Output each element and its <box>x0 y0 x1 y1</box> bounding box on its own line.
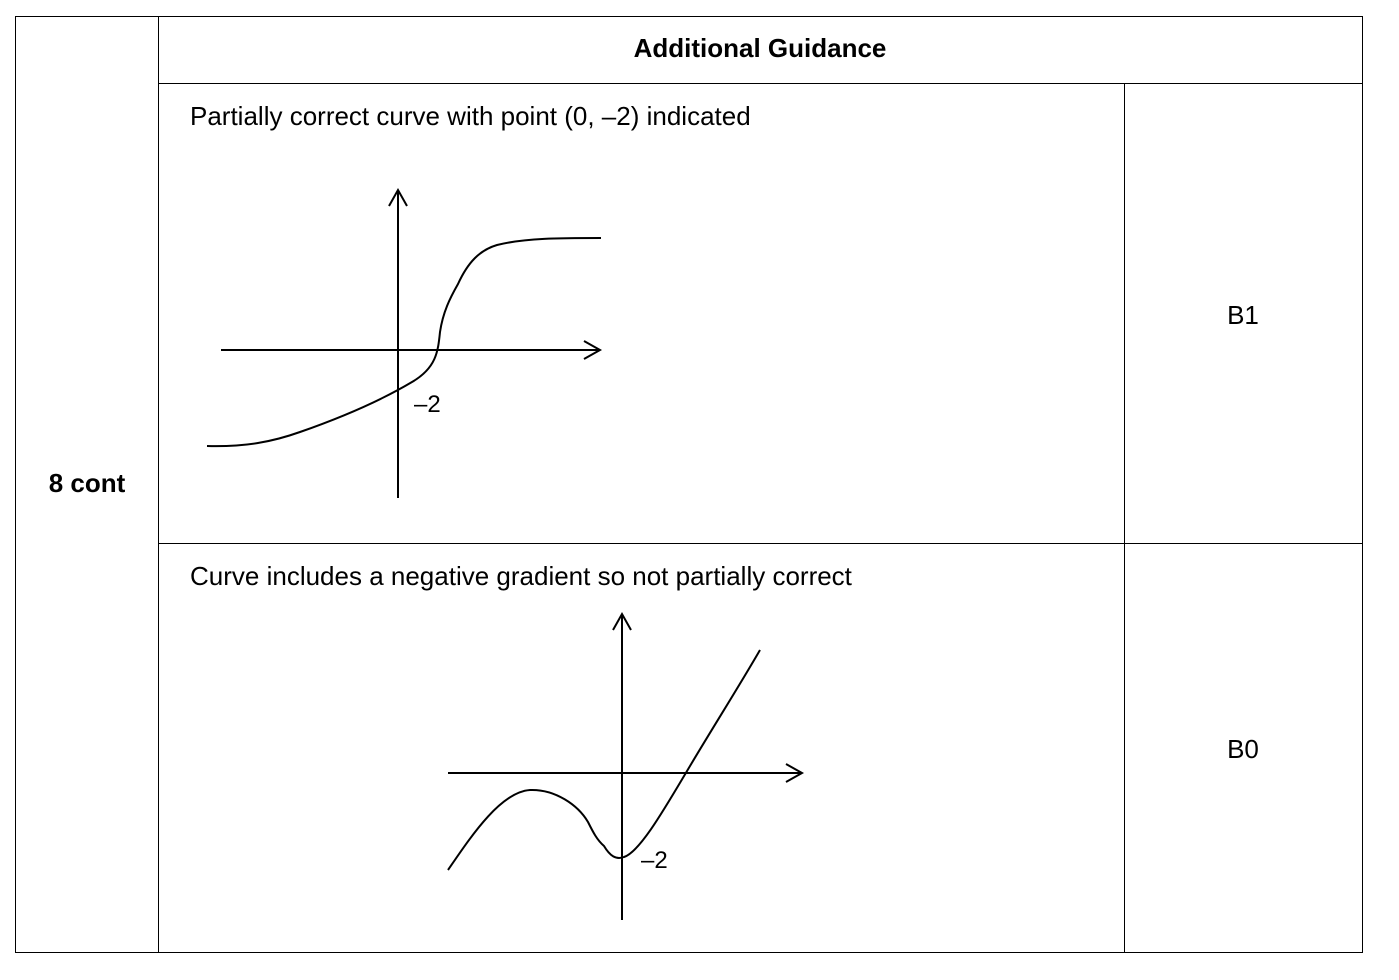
question-number: 8 cont <box>48 468 126 498</box>
row-2-description: Curve includes a negative gradient so not partially correct <box>190 561 852 591</box>
row-1-graph-label: –2 <box>414 391 441 418</box>
row-2-graph-label: –2 <box>641 847 668 874</box>
row-1-mark: B1 <box>1227 300 1259 330</box>
row-2-curve <box>448 650 760 870</box>
row-1-description: Partially correct curve with point (0, –2) indicated <box>190 101 751 131</box>
row-2-mark: B0 <box>1227 734 1259 764</box>
header-title: Additional Guidance <box>633 33 887 63</box>
